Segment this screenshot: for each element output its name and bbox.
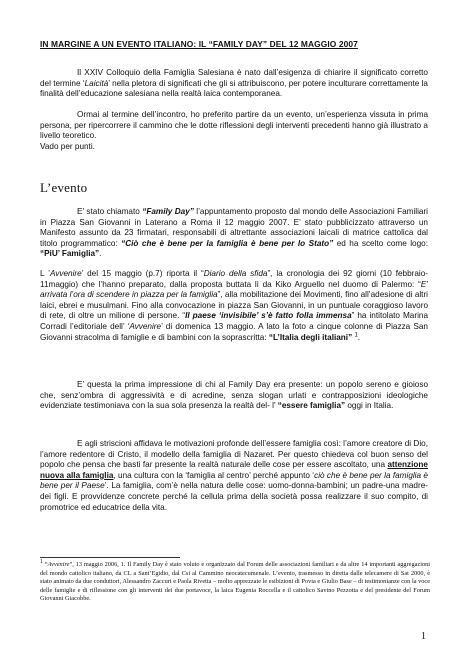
footnote-ref: 1 <box>354 331 358 338</box>
family-day-term: “Family Day” <box>142 207 194 216</box>
attenzione-term: attenzione nuova alla famiglia <box>40 460 428 480</box>
document-title: IN MARGINE A UN EVENTO ITALIANO: IL “FAMILY DAY” DEL 12 MAGGIO 2007 <box>40 39 358 49</box>
diario-title: Diario della sfida <box>203 269 268 278</box>
text-run: Ormai al termine dell’incontro, ho preferito partire da un evento, un’esperienza vissuta in prima persona, per ripercorrere il cammino che le dotte riflessioni degli interventi precedenti hanno già illustrato a livello teoretico. <box>40 110 428 141</box>
text-run: l’appuntamento proposto dal mondo delle Associazioni Familiari in Piazza San Giovanni in Laterano a Roma il 12 maggio 2007. E’ stato pubblicizzato attraverso un Manifesto assunto da 23 firmatari, responsabili di altrettante associazioni laicali di matrice cattolica dal titolo programmatico: <box>40 207 429 248</box>
manifesto-title: “Ciò che è bene per la famiglia è bene per lo Stato” <box>121 238 334 248</box>
page-number: 1 <box>421 631 426 642</box>
text-run: E’ questa la prima impressione di chi al Family Day era presente: un popolo sereno e gioioso che, senz’ombra di aggressività e di acredine, senza slogan urlati e contrapposizioni ideologiche evidenziate testimoniava con la sua sola presenza la realtà del- l’ <box>40 380 428 411</box>
text-run: “ <box>43 561 48 568</box>
footnote-separator <box>40 557 180 558</box>
intro-paragraph-3: Vado per punti. <box>40 142 95 151</box>
text-run: ’ di domenica 13 maggio. A lato la foto a cinque colonne di Piazza San Giovanni stracolma di famiglie e di bambini con la soprascritta: <box>40 321 428 342</box>
kiko-quote: E’ arrivata l’ora di scendere in piazza per la famiglia <box>40 279 428 300</box>
text-run: ’ nella pletora di significati che gli si attribuiscono, per potere inculturare correttamente la finalità dell’educazione salesiana nella realtà laica contemporanea. <box>40 78 428 99</box>
text-run: ” ha intitolato Marina Corradi l’editoriale dell’ ‘ <box>40 311 429 331</box>
evento-paragraph-2 <box>40 269 428 343</box>
text-run: ’. La famiglia, com’è nella natura delle cose: uomo-donna-bambini; un padre-una madre-dei figli. E provvidenze concrete perché la cellula prima della società possa realizzare il suo compito, di promotrice ed educatrice della vita. <box>40 481 428 512</box>
text-run: oggi in Italia. <box>345 401 394 411</box>
text-run: , una cultura con la ‘famiglia al centro’ perché appunto ‘ <box>113 470 315 480</box>
evento-paragraph-3 <box>40 380 428 412</box>
editorial-title: Il paese ‘invisibile’ s’è fatto folla immensa <box>185 311 352 321</box>
footnote <box>40 558 431 604</box>
text-run: . <box>357 332 361 342</box>
section-heading: L’evento <box>40 180 88 195</box>
avvenire-name: Avvenire <box>129 321 162 331</box>
text-run: Il XXIV Colloquio della Famiglia Salesiana è nato dall’esigenza di chiarire il significato corretto del termine ‘ <box>40 68 428 88</box>
paese-quote: ciò che è bene per la famiglia è bene per il Paese <box>40 470 428 491</box>
intro-paragraph-1 <box>40 68 428 100</box>
logo-name: “PiU’ Famiglia” <box>40 249 100 259</box>
text-run: ”, la cronologia dei 92 giorni (10 febbraio-11maggio) che l’hanno preparato, dalla proposta buttata lì da Kiko Arguello nel duomo di Palermo: “ <box>40 269 429 289</box>
footnote-number: 1 <box>40 558 43 565</box>
evento-paragraph-4 <box>40 439 428 513</box>
text-run: ”, 13 maggio 2006, 1. Il Family Day è stato voluto e organizzato dal Forum delle associazioni familiari e da altre 14 importanti aggregazioni del mondo cattolico italiano, da CL a Sant’Egidio, dal Csi al Cammino neocatecumenale. L’evento, trasmesso in diretta dalle telecamere di Sat 2000, è stato animato da due conduttori, Alessandro Zaccuri e Paola Rivetta – molto apprezzate le esibizioni di Povia e Giulio Base – di testimonianze con la voce delle famiglie e di riflessione con gli interventi dei due portavoce, la laica Eugenia Roccella e il cattolico Savino Pezzotta e del presidente del Forum Giovanni Giacobbe. <box>40 561 431 603</box>
text-run: E’ stato chiamato <box>77 207 143 216</box>
laicita-term: Laicità <box>84 78 109 88</box>
avvenire-name: Avvenire <box>47 561 70 568</box>
text-run: ”, alla mobilitazione dei Movimenti, fino all’adesione di altri laici, ebrei e musulmani. Fino alla convocazione in piazza San Giovanni, in un puntuale coraggioso lavoro di rete, di oltre un milione di persone. “ <box>40 290 429 321</box>
evento-paragraph-1 <box>40 207 428 260</box>
photo-caption: “L’Italia degli italiani” <box>268 332 353 342</box>
text-run: L ’ <box>40 269 50 278</box>
intro-paragraph-2 <box>40 110 428 142</box>
text-run: E agli striscioni affidava le motivazioni profonde dell’essere famiglia così: l’amore creatore di Dio, l’amore redentore di Cristo, il modello della famiglia di Nazaret. Per questo chiedeva col buon senso del popolo che pensa che basti far presente la realtà naturale delle cose per essere ascoltato, una <box>40 439 428 470</box>
text-run: ’ del 15 maggio (p.7) riporta il “ <box>81 269 204 278</box>
text-run: ed ha scelto come logo: <box>333 238 428 248</box>
essere-famiglia-term: “essere famiglia” <box>277 401 346 411</box>
avvenire-name: Avvenire <box>49 269 82 278</box>
text-run: . <box>99 249 102 259</box>
